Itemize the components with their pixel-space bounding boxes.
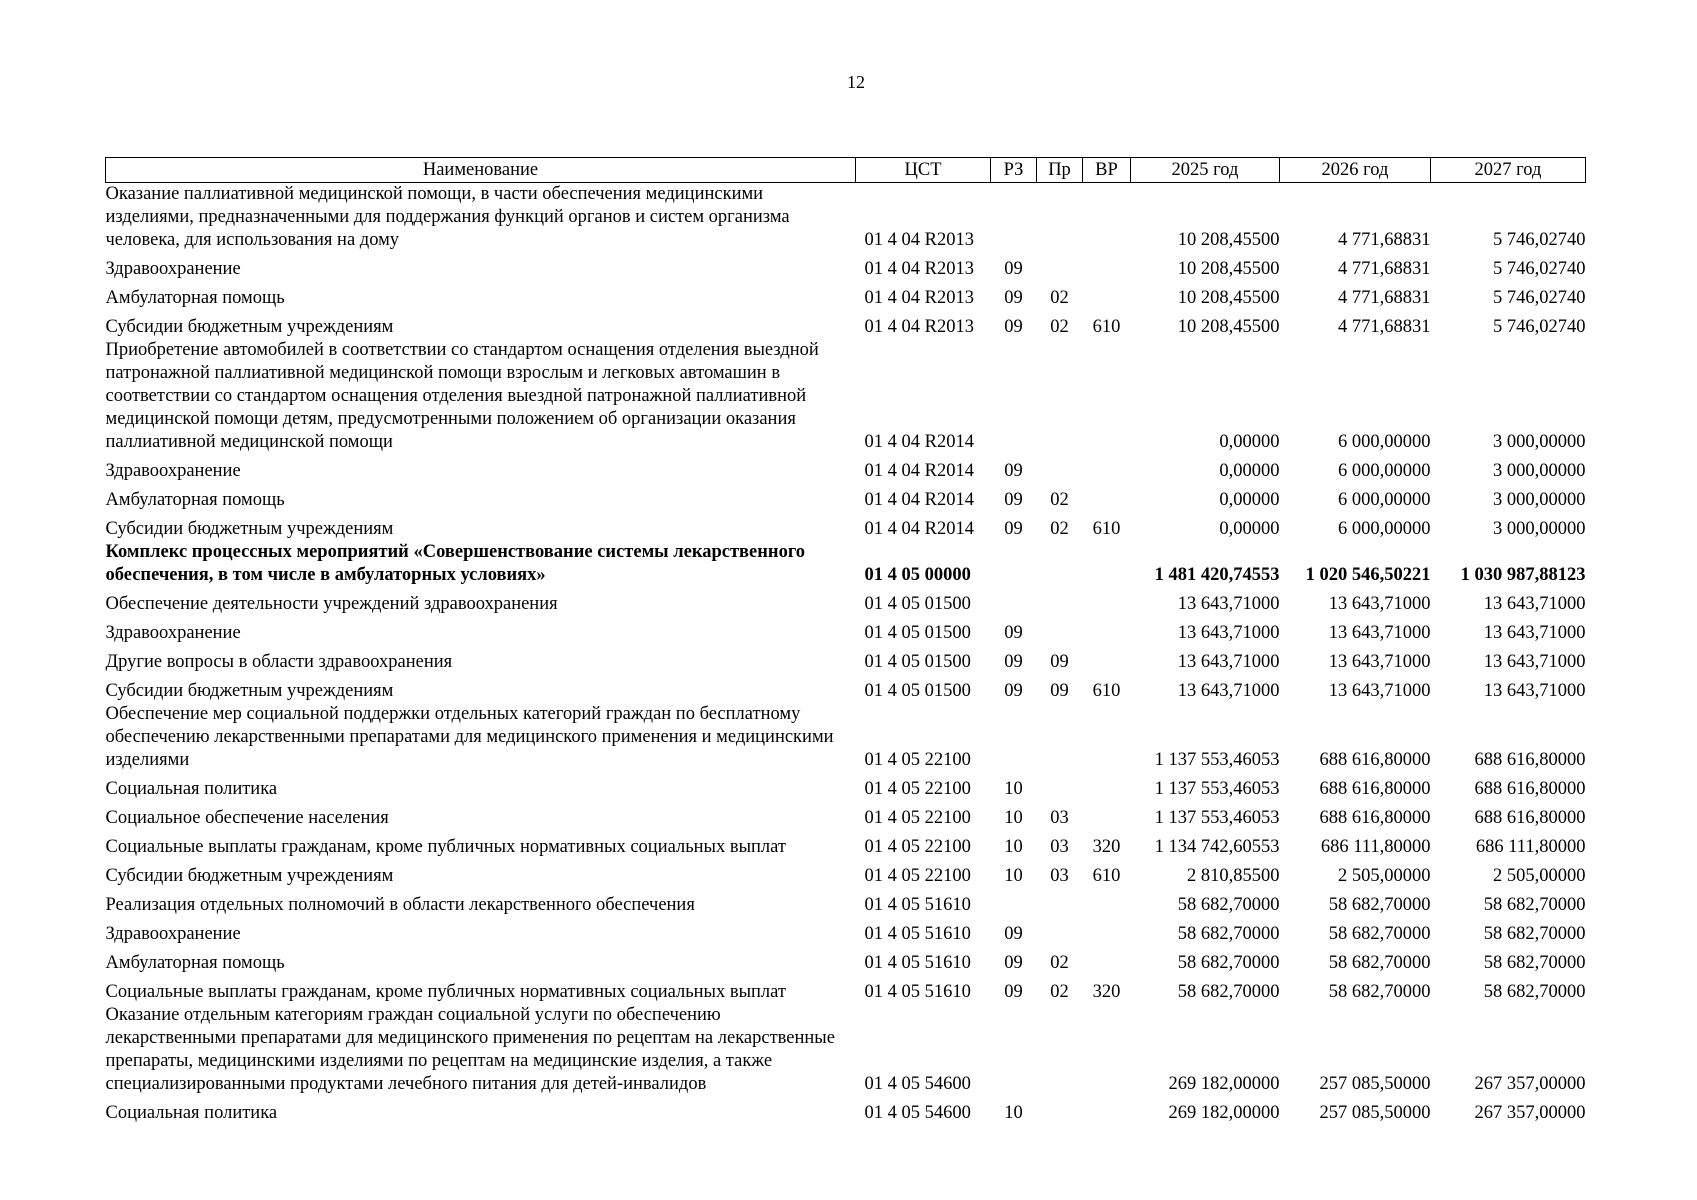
- row-cst: 01 4 05 00000: [864, 565, 971, 585]
- row-rz: [991, 541, 1037, 587]
- row-cst: 01 4 05 51610: [864, 953, 971, 973]
- row-cst: 01 4 04 R2014: [864, 490, 974, 510]
- table-row: [106, 281, 1586, 310]
- row-2025: 1 137 553,46053: [1154, 750, 1280, 770]
- row-vr: [1083, 645, 1131, 674]
- row-2026: 688 616,80000: [1319, 750, 1431, 770]
- table-row: [106, 703, 1586, 772]
- table-row: [106, 310, 1586, 339]
- row-2027: 1 030 987,88123: [1460, 565, 1586, 585]
- row-name: Субсидии бюджетным учреждениям: [105, 519, 394, 539]
- row-2025: 13 643,71000: [1177, 652, 1280, 672]
- row-2026: 6 000,00000: [1338, 461, 1431, 481]
- row-pr: [1037, 587, 1083, 616]
- row-vr: [1083, 183, 1131, 253]
- row-2027: 58 682,70000: [1483, 895, 1586, 915]
- row-2027: 58 682,70000: [1483, 953, 1586, 973]
- row-cst: 01 4 05 51610: [864, 895, 971, 915]
- row-rz: 09: [1004, 924, 1023, 944]
- row-rz: 09: [1004, 982, 1023, 1002]
- row-vr: [1083, 541, 1131, 587]
- row-name: Оказание паллиативной медицинской помощи, в части обеспечения медицинскими изделиями, предназначенными для поддержания функций органов и систем организма человека, для использования на дому: [105, 184, 790, 250]
- table-row: [106, 616, 1586, 645]
- row-name: Социальные выплаты гражданам, кроме публичных нормативных социальных выплат: [105, 837, 786, 857]
- row-2027: 3 000,00000: [1493, 461, 1586, 481]
- table-row: [106, 772, 1586, 801]
- row-vr: [1083, 587, 1131, 616]
- row-rz: 10: [1004, 779, 1023, 799]
- row-2026: 688 616,80000: [1319, 808, 1431, 828]
- row-pr: [1037, 772, 1083, 801]
- row-name: Здравоохранение: [105, 623, 241, 643]
- row-pr: 02: [1050, 953, 1069, 973]
- row-2026: 686 111,80000: [1320, 837, 1431, 857]
- row-cst: 01 4 04 R2014: [864, 432, 974, 452]
- row-name: Другие вопросы в области здравоохранения: [105, 652, 453, 672]
- row-2025: 58 682,70000: [1177, 924, 1280, 944]
- row-vr: [1083, 703, 1131, 772]
- row-pr: [1037, 541, 1083, 587]
- row-rz: 09: [1004, 519, 1023, 539]
- row-name: Здравоохранение: [105, 461, 241, 481]
- row-pr: [1037, 616, 1083, 645]
- row-vr: [1083, 801, 1131, 830]
- row-name: Приобретение автомобилей в соответствии со стандартом оснащения отделения выездной патронажной паллиативной медицинской помощи взрослым и легковых автомашин в соответствии со стандартом оснащения отделения выездной патронажной паллиативной медицинской помощи детям, предусмотренными положением об организации оказания паллиативной медицинской помощи: [105, 340, 819, 452]
- table-row: [106, 801, 1586, 830]
- row-rz: 09: [1004, 259, 1023, 279]
- row-name: Здравоохранение: [105, 259, 241, 279]
- row-vr: [1083, 339, 1131, 454]
- budget-table: [105, 157, 1586, 1125]
- row-2026: 2 505,00000: [1338, 866, 1431, 886]
- row-2027: 13 643,71000: [1483, 594, 1586, 614]
- row-2026: 257 085,50000: [1319, 1103, 1431, 1123]
- table-row: [106, 483, 1586, 512]
- row-2027: 686 111,80000: [1475, 837, 1586, 857]
- row-vr: 320: [1092, 982, 1121, 1002]
- row-2025: 1 137 553,46053: [1154, 779, 1280, 799]
- row-2027: 13 643,71000: [1483, 623, 1586, 643]
- row-2027: 58 682,70000: [1483, 982, 1586, 1002]
- table-row: [106, 252, 1586, 281]
- row-cst: 01 4 05 51610: [864, 982, 971, 1002]
- row-2025: 10 208,45500: [1177, 288, 1280, 308]
- row-vr: 320: [1092, 837, 1121, 857]
- table-row: [106, 674, 1586, 703]
- table-row: [106, 645, 1586, 674]
- row-cst: 01 4 05 01500: [864, 623, 971, 643]
- row-vr: [1083, 772, 1131, 801]
- row-2026: 4 771,68831: [1338, 259, 1431, 279]
- row-2025: 10 208,45500: [1177, 230, 1280, 250]
- row-vr: [1083, 454, 1131, 483]
- row-2025: 0,00000: [1219, 519, 1280, 539]
- row-rz: 09: [1004, 490, 1023, 510]
- table-header: [106, 158, 1586, 183]
- row-2026: 6 000,00000: [1338, 490, 1431, 510]
- row-2026: 58 682,70000: [1328, 953, 1431, 973]
- table-row: [106, 975, 1586, 1004]
- row-name: Субсидии бюджетным учреждениям: [105, 681, 394, 701]
- row-2026: 6 000,00000: [1338, 432, 1431, 452]
- row-cst: 01 4 05 22100: [864, 808, 971, 828]
- row-2027: 688 616,80000: [1474, 808, 1586, 828]
- row-2026: 58 682,70000: [1328, 982, 1431, 1002]
- header-rz: РЗ: [991, 158, 1037, 183]
- row-2025: 58 682,70000: [1177, 982, 1280, 1002]
- row-rz: 09: [1004, 288, 1023, 308]
- row-2026: 13 643,71000: [1328, 623, 1431, 643]
- row-pr: 09: [1050, 652, 1069, 672]
- row-cst: 01 4 05 51610: [864, 924, 971, 944]
- row-rz: [991, 587, 1037, 616]
- row-pr: [1037, 454, 1083, 483]
- row-rz: [991, 1004, 1037, 1096]
- row-cst: 01 4 05 22100: [864, 866, 971, 886]
- row-vr: [1083, 1096, 1131, 1125]
- row-2025: 13 643,71000: [1177, 594, 1280, 614]
- row-2027: 13 643,71000: [1483, 681, 1586, 701]
- row-pr: [1037, 339, 1083, 454]
- row-pr: [1037, 917, 1083, 946]
- header-2026: 2026 год: [1280, 158, 1431, 183]
- row-pr: [1037, 252, 1083, 281]
- row-rz: 09: [1004, 953, 1023, 973]
- row-vr: 610: [1092, 317, 1121, 337]
- row-2026: 58 682,70000: [1328, 895, 1431, 915]
- row-name: Оказание отдельным категориям граждан социальной услуги по обеспечению лекарственными препаратами для медицинского применения по рецептам на лекарственные препараты, медицинскими изделиями по рецептам на медицинские изделия, а также специализированными продуктами лечебного питания для детей-инвалидов: [105, 1005, 835, 1094]
- row-vr: [1083, 616, 1131, 645]
- row-cst: 01 4 04 R2014: [864, 519, 974, 539]
- row-vr: 610: [1092, 519, 1121, 539]
- row-rz: [991, 339, 1037, 454]
- row-name: Комплекс процессных мероприятий «Совершенствование системы лекарственного обеспечения, в том числе в амбулаторных условиях»: [105, 542, 806, 585]
- row-rz: [991, 703, 1037, 772]
- row-vr: [1083, 281, 1131, 310]
- header-vr: ВР: [1083, 158, 1131, 183]
- row-name: Обеспечение деятельности учреждений здравоохранения: [105, 594, 558, 614]
- row-2027: 2 505,00000: [1493, 866, 1586, 886]
- row-2026: 257 085,50000: [1319, 1074, 1431, 1094]
- row-pr: 02: [1050, 288, 1069, 308]
- row-cst: 01 4 05 22100: [864, 837, 971, 857]
- row-rz: 09: [1004, 652, 1023, 672]
- row-2026: 1 020 546,50221: [1305, 565, 1431, 585]
- row-name: Амбулаторная помощь: [105, 288, 285, 308]
- row-pr: 02: [1050, 982, 1069, 1002]
- table-row: [106, 512, 1586, 541]
- row-2027: 5 746,02740: [1493, 259, 1586, 279]
- row-pr: 02: [1050, 490, 1069, 510]
- row-2025: 269 182,00000: [1168, 1074, 1280, 1094]
- row-pr: [1037, 183, 1083, 253]
- row-cst: 01 4 04 R2013: [864, 230, 974, 250]
- row-pr: 03: [1050, 866, 1069, 886]
- row-cst: 01 4 04 R2013: [864, 288, 974, 308]
- row-2025: 1 134 742,60553: [1154, 837, 1280, 857]
- row-2027: 5 746,02740: [1493, 317, 1586, 337]
- row-rz: [991, 183, 1037, 253]
- table-row: [106, 1004, 1586, 1096]
- row-name: Здравоохранение: [105, 924, 241, 944]
- row-2026: 688 616,80000: [1319, 779, 1431, 799]
- row-2027: 5 746,02740: [1493, 288, 1586, 308]
- row-name: Субсидии бюджетным учреждениям: [105, 866, 394, 886]
- row-2026: 4 771,68831: [1338, 230, 1431, 250]
- row-vr: [1083, 483, 1131, 512]
- row-rz: 10: [1004, 808, 1023, 828]
- page-number: 12: [847, 72, 865, 92]
- row-cst: 01 4 05 01500: [864, 652, 971, 672]
- row-2027: 58 682,70000: [1483, 924, 1586, 944]
- table-row: [106, 454, 1586, 483]
- row-cst: 01 4 05 54600: [864, 1074, 971, 1094]
- header-2027: 2027 год: [1431, 158, 1586, 183]
- row-cst: 01 4 05 22100: [864, 779, 971, 799]
- row-vr: [1083, 917, 1131, 946]
- table-row: [106, 917, 1586, 946]
- row-name: Обеспечение мер социальной поддержки отдельных категорий граждан по бесплатному обеспечению лекарственными препаратами для медицинского применения и медицинскими изделиями: [105, 704, 834, 770]
- header-name: Наименование: [106, 158, 856, 183]
- header-row: [106, 158, 1586, 183]
- row-pr: 03: [1050, 837, 1069, 857]
- row-pr: 02: [1050, 519, 1069, 539]
- row-name: Социальная политика: [105, 779, 278, 799]
- row-2025: 1 137 553,46053: [1154, 808, 1280, 828]
- row-2027: 3 000,00000: [1493, 490, 1586, 510]
- row-rz: 09: [1004, 317, 1023, 337]
- row-cst: 01 4 04 R2013: [864, 259, 974, 279]
- row-pr: 02: [1050, 317, 1069, 337]
- row-2025: 10 208,45500: [1177, 259, 1280, 279]
- table-row: [106, 830, 1586, 859]
- row-2026: 13 643,71000: [1328, 681, 1431, 701]
- row-name: Амбулаторная помощь: [105, 490, 285, 510]
- table-row: [106, 183, 1586, 253]
- row-2025: 13 643,71000: [1177, 623, 1280, 643]
- row-rz: 09: [1004, 623, 1023, 643]
- row-rz: 10: [1004, 837, 1023, 857]
- row-pr: 03: [1050, 808, 1069, 828]
- header-cst: ЦСТ: [856, 158, 991, 183]
- row-2025: 0,00000: [1219, 432, 1280, 452]
- row-vr: [1083, 252, 1131, 281]
- budget-table-container: [105, 157, 1586, 1125]
- table-row: [106, 339, 1586, 454]
- row-cst: 01 4 04 R2014: [864, 461, 974, 481]
- row-cst: 01 4 05 01500: [864, 594, 971, 614]
- row-pr: 09: [1050, 681, 1069, 701]
- row-rz: 09: [1004, 461, 1023, 481]
- header-pr: Пр: [1037, 158, 1083, 183]
- row-cst: 01 4 04 R2013: [864, 317, 974, 337]
- row-2027: 688 616,80000: [1474, 750, 1586, 770]
- row-pr: [1037, 1004, 1083, 1096]
- row-2027: 267 357,00000: [1474, 1074, 1586, 1094]
- row-2027: 267 357,00000: [1474, 1103, 1586, 1123]
- row-2026: 58 682,70000: [1328, 924, 1431, 944]
- row-vr: 610: [1092, 681, 1121, 701]
- row-2025: 58 682,70000: [1177, 953, 1280, 973]
- row-rz: 10: [1004, 1103, 1023, 1123]
- row-2027: 3 000,00000: [1493, 519, 1586, 539]
- row-name: Социальная политика: [105, 1103, 278, 1123]
- row-2026: 13 643,71000: [1328, 594, 1431, 614]
- row-2026: 13 643,71000: [1328, 652, 1431, 672]
- row-pr: [1037, 703, 1083, 772]
- row-name: Социальные выплаты гражданам, кроме публичных нормативных социальных выплат: [105, 982, 786, 1002]
- row-cst: 01 4 05 54600: [864, 1103, 971, 1123]
- row-vr: [1083, 1004, 1131, 1096]
- row-name: Реализация отдельных полномочий в области лекарственного обеспечения: [105, 895, 695, 915]
- table-row: [106, 946, 1586, 975]
- row-vr: 610: [1092, 866, 1121, 886]
- row-2025: 0,00000: [1219, 461, 1280, 481]
- row-2025: 269 182,00000: [1168, 1103, 1280, 1123]
- row-rz: 09: [1004, 681, 1023, 701]
- row-2026: 4 771,68831: [1338, 317, 1431, 337]
- row-vr: [1083, 946, 1131, 975]
- row-2025: 58 682,70000: [1177, 895, 1280, 915]
- row-rz: 10: [1004, 866, 1023, 886]
- table-row: [106, 1096, 1586, 1125]
- row-rz: [991, 888, 1037, 917]
- header-2025: 2025 год: [1131, 158, 1280, 183]
- table-row: [106, 859, 1586, 888]
- table-row: [106, 587, 1586, 616]
- row-cst: 01 4 05 01500: [864, 681, 971, 701]
- table-row: [106, 888, 1586, 917]
- row-2027: 13 643,71000: [1483, 652, 1586, 672]
- row-2026: 6 000,00000: [1338, 519, 1431, 539]
- row-pr: [1037, 888, 1083, 917]
- row-name: Субсидии бюджетным учреждениям: [105, 317, 394, 337]
- row-2027: 3 000,00000: [1493, 432, 1586, 452]
- row-cst: 01 4 05 22100: [864, 750, 971, 770]
- row-2027: 688 616,80000: [1474, 779, 1586, 799]
- row-2025: 2 810,85500: [1187, 866, 1280, 886]
- table-row: [106, 541, 1586, 587]
- row-pr: [1037, 1096, 1083, 1125]
- row-2025: 1 481 420,74553: [1154, 565, 1280, 585]
- row-2025: 13 643,71000: [1177, 681, 1280, 701]
- row-2026: 4 771,68831: [1338, 288, 1431, 308]
- row-2027: 5 746,02740: [1493, 230, 1586, 250]
- table-body: [106, 183, 1586, 1126]
- row-name: Амбулаторная помощь: [105, 953, 285, 973]
- row-vr: [1083, 888, 1131, 917]
- row-2025: 0,00000: [1219, 490, 1280, 510]
- row-name: Социальное обеспечение населения: [105, 808, 389, 828]
- row-2025: 10 208,45500: [1177, 317, 1280, 337]
